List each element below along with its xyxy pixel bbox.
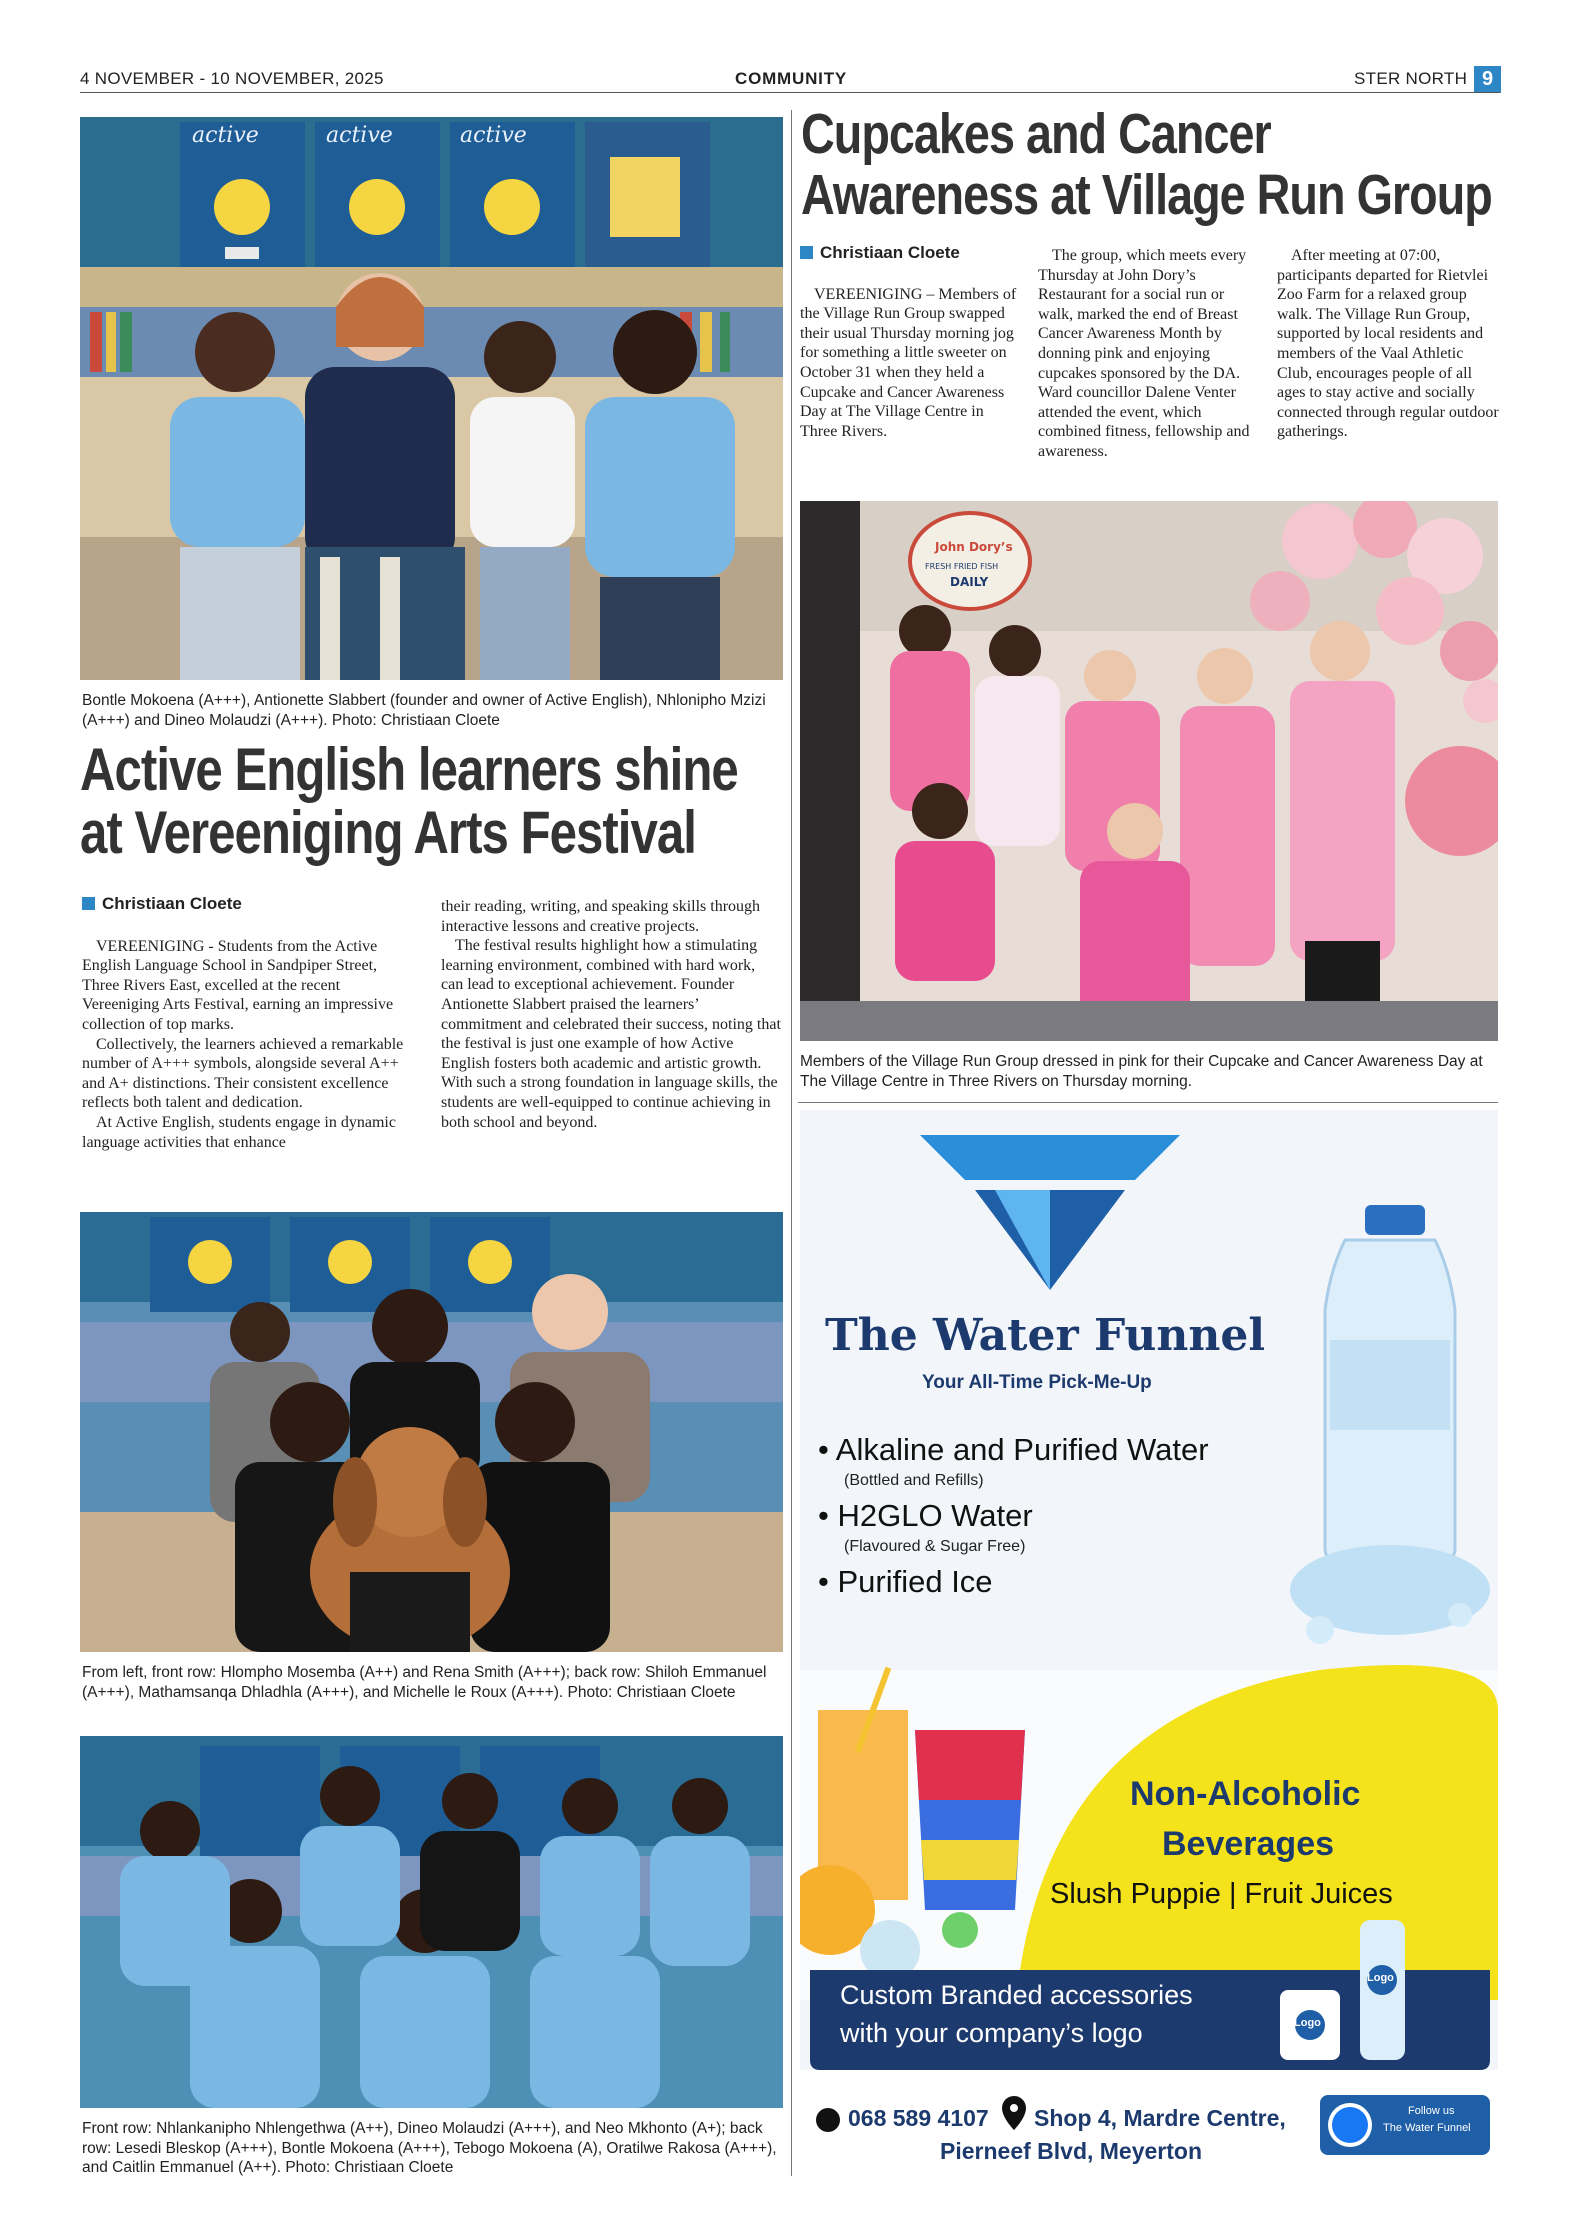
fb-follow-line2: The Water Funnel bbox=[1383, 2122, 1471, 2134]
right-byline bbox=[800, 243, 960, 263]
left-headline-line2: at Vereeniging Arts Festival bbox=[80, 799, 696, 866]
sign-name: John Dory’s bbox=[935, 540, 1013, 554]
photo2-caption: From left, front row: Hlompho Mosemba (A++) and Rena Smith (A+++); back row: Shiloh Emmanuel (A+++), Mathamsanqa Dhladhla (A+++), and Michelle le Roux (A+++). Photo: Christiaan Cloete bbox=[82, 1664, 767, 1701]
active-poster bbox=[180, 122, 305, 272]
sign-sub: FRESH FRIED FISH bbox=[925, 562, 999, 571]
ad-brand: The Water Funnel bbox=[825, 1310, 1266, 1361]
left-article-col2 bbox=[441, 897, 781, 1132]
runner-figure bbox=[1290, 621, 1395, 1041]
ad-address-line1: Shop 4, Mardre Centre, bbox=[1034, 2105, 1286, 2131]
learners-photo-2 bbox=[80, 1212, 783, 1652]
left-byline-name: Christiaan Cloete bbox=[102, 894, 242, 913]
right-paragraph: After meeting at 07:00, participants departed for Rietvlei Zoo Farm for a relaxed group walk. The Village Run Group, supported by local residents and members of the Vaal Athletic Club, encourages people of all ages to stay active and socially connected through regular outdoor gatherings. bbox=[1277, 247, 1499, 441]
section-name: COMMUNITY bbox=[735, 69, 848, 88]
right-article-col1 bbox=[800, 265, 1018, 441]
ad-item-title: H2GLO Water bbox=[837, 1498, 1033, 1533]
learner-shirt bbox=[540, 1836, 640, 1956]
fb-follow-line1: Follow us bbox=[1408, 2105, 1455, 2117]
ad-item-sub: (Bottled and Refills) bbox=[844, 1472, 984, 1489]
left-paragraph: VEREENIGING - Students from the Active English Language School in Sandpiper Street, Three Rivers East, excelled at the recent Vereeniging Arts Festival, earning an impressive collection of top marks. bbox=[82, 937, 394, 1033]
ad-item-title: Alkaline and Purified Water bbox=[835, 1432, 1209, 1467]
run-photo-caption: Members of the Village Run Group dressed in pink for their Cupcake and Cancer Awareness Day at The Village Centre in Three Rivers on Thursday morning. bbox=[800, 1053, 1483, 1090]
column-divider bbox=[791, 110, 792, 2176]
restaurant-sign bbox=[910, 513, 1030, 609]
ad-bev-line1: Non-Alcoholic bbox=[1130, 1775, 1361, 1813]
slush-glass bbox=[915, 1730, 1025, 1910]
ad-item-sub: (Flavoured & Sugar Free) bbox=[844, 1538, 1026, 1555]
right-headline bbox=[801, 104, 1492, 226]
active-poster bbox=[450, 122, 575, 272]
ad-bev-line3: Slush Puppie | Fruit Juices bbox=[1050, 1878, 1393, 1910]
ad-divider bbox=[798, 1102, 1498, 1103]
top-rule bbox=[80, 92, 1500, 93]
ad-custom-line1: Custom Branded accessories bbox=[840, 1980, 1193, 2010]
learner-shirt bbox=[300, 1826, 400, 1946]
left-paragraph: At Active English, students engage in dynamic language activities that enhance bbox=[82, 1113, 396, 1151]
ad-address-line2: Pierneef Blvd, Meyerton bbox=[940, 2138, 1203, 2164]
left-byline bbox=[82, 894, 242, 914]
ad-phone: 068 589 4107 bbox=[848, 2105, 989, 2131]
left-headline-line1: Active English learners shine bbox=[80, 736, 738, 803]
phone-icon bbox=[816, 2108, 840, 2132]
water-funnel-advert bbox=[800, 1110, 1498, 2176]
learner-shirt bbox=[650, 1836, 750, 1966]
photo1-caption: Bontle Mokoena (A+++), Antionette Slabbert (founder and owner of Active English), Nhlonipho Mzizi (A+++) and Dineo Molaudzi (A+++). Photo: Christiaan Cloete bbox=[82, 692, 766, 729]
ad-item: • Purified Ice bbox=[818, 1564, 993, 1599]
learner-shirt bbox=[530, 1956, 660, 2108]
right-headline-line2: Awareness at Village Run Group bbox=[801, 163, 1492, 227]
ad-item: • Alkaline and Purified Water bbox=[818, 1432, 1209, 1467]
sign-badge: DAILY bbox=[950, 575, 989, 589]
page-number: 9 bbox=[1474, 66, 1501, 93]
right-article-col2 bbox=[1038, 246, 1256, 462]
right-paragraph: The group, which meets every Thursday at John Dory’s Restaurant for a social run or walk, marked the end of Breast Cancer Awareness Month by donning pink and enjoying cupcakes sponsored by the DA. Ward councillor Dalene Venter attended the event, which combined fitness, fellowship and awareness. bbox=[1038, 247, 1250, 460]
left-paragraph: Collectively, the learners achieved a remarkable number of A+++ symbols, alongside several A++ and A+ distinctions. Their consistent excellence reflects both talent and dedication. bbox=[82, 1035, 404, 1112]
logo-bottle bbox=[1360, 1920, 1405, 2060]
learners-photo-1 bbox=[80, 117, 783, 680]
byline-square bbox=[82, 897, 95, 910]
ad-bev-line2: Beverages bbox=[1162, 1825, 1335, 1863]
learners-photo-3 bbox=[80, 1736, 783, 2108]
right-headline-line1: Cupcakes and Cancer bbox=[801, 102, 1271, 166]
paper-name: STER NORTH bbox=[1354, 69, 1468, 88]
left-headline bbox=[80, 738, 738, 864]
learner-shirt bbox=[360, 1956, 490, 2108]
mug-logo-label: Logo bbox=[1294, 2017, 1321, 2029]
poster-word: active bbox=[192, 123, 259, 148]
left-paragraph: The festival results highlight how a stimulating learning environment, combined with hard work, can lead to exceptional achievement. Founder Antionette Slabbert praised the learners’ commitment and celebrated their success, noting that the festival is just one example of how Active English fosters both academic and artistic growth. With such a strong foundation in language skills, the students are well-equipped to continue achieving in both school and beyond. bbox=[441, 937, 781, 1131]
poster-word: active bbox=[460, 123, 527, 148]
learner-shirt bbox=[190, 1946, 320, 2108]
ad-custom-line2: with your company’s logo bbox=[840, 2018, 1143, 2048]
left-article-col1 bbox=[82, 917, 409, 1152]
right-article-col3 bbox=[1277, 246, 1499, 442]
right-byline-name: Christiaan Cloete bbox=[820, 243, 960, 262]
issue-date: 4 NOVEMBER - 10 NOVEMBER, 2025 bbox=[80, 69, 384, 88]
active-poster bbox=[315, 122, 440, 272]
ad-item-title: Purified Ice bbox=[837, 1564, 993, 1599]
run-group-photo bbox=[800, 501, 1498, 1041]
photo3-caption: Front row: Nhlankanipho Nhlengethwa (A++), Dineo Molaudzi (A+++), and Neo Mkhonto (A+); back row: Lesedi Bleskop (A+++), Bontle Mokoena (A+++), Tebogo Mokoena (A), Oratilwe Rakosa (A+++), and Caitlin Emmanuel (A++). Photo: Christiaan Cloete bbox=[82, 2120, 777, 2176]
ad-item: • H2GLO Water bbox=[818, 1498, 1033, 1533]
ad-tagline: Your All-Time Pick-Me-Up bbox=[922, 1372, 1152, 1393]
left-paragraph: their reading, writing, and speaking skills through interactive lessons and creative projects. bbox=[441, 898, 761, 935]
right-paragraph: VEREENIGING – Members of the Village Run Group swapped their usual Thursday morning jog for something a little sweeter on October 31 when they held a Cupcake and Cancer Awareness Day at The Village Centre in Three Rivers. bbox=[800, 285, 1017, 440]
byline-square bbox=[800, 246, 813, 259]
water-bottle bbox=[1325, 1205, 1455, 1580]
bottle-logo-label: Logo bbox=[1367, 1972, 1394, 1984]
poster-word: active bbox=[326, 123, 393, 148]
